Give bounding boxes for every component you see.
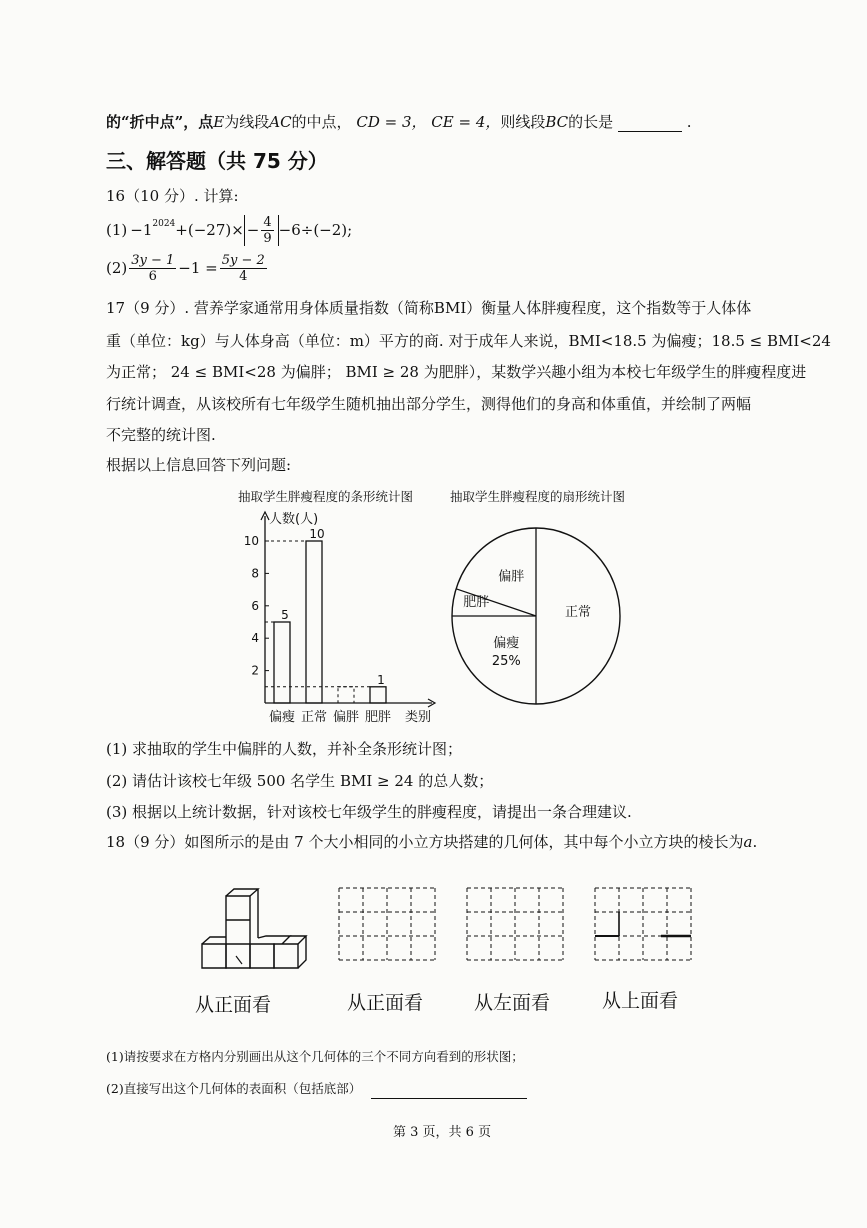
q17-line-1: 17（9 分）. 营养学家通常用身体质量指数（简称BMI）衡量人体胖瘦程度，这个指数等于人体体 — [106, 299, 752, 317]
q16-e1-fraction — [261, 215, 273, 246]
q15-segment-ac: AC — [269, 113, 292, 131]
bar-data-label: 5 — [281, 608, 289, 622]
bar-x-label: 类别 — [404, 710, 432, 725]
q16-e2-lden: 6 — [148, 268, 157, 284]
q16-e2-rnum: 5y − 2 — [221, 252, 265, 268]
q16-e1-exp: 2024 — [152, 219, 176, 229]
q16-expr-2 — [106, 250, 269, 286]
q16-e2-right-fraction — [220, 253, 267, 284]
caption-front-grid: 从正面看 — [347, 992, 424, 1014]
front-view-grid[interactable] — [336, 884, 440, 964]
q18-header — [106, 832, 757, 852]
q16-e1-label: (1) — [106, 221, 128, 239]
q15-text-1: 的“折中点”，点 — [106, 113, 214, 131]
bar-category-label: 偏胖 — [332, 710, 360, 725]
q15-text-5: 的长是 — [568, 113, 614, 131]
bar-chart — [232, 508, 442, 728]
q16-e1-b: +(−27)× — [175, 221, 244, 239]
pie-chart — [446, 522, 626, 716]
q15-answer-blank[interactable] — [618, 115, 682, 132]
pie-slice-percent: 25% — [491, 654, 521, 670]
q18-sub-1: (1)请按要求在方格内分别画出从这个几何体的三个不同方向看到的形状图； — [106, 1049, 524, 1064]
q17-line-3: 为正常； 24 ≤ BMI<28 为偏胖； BMI ≥ 28 为肥胖），某数学兴趣小组为本校七年级学生的胖瘦程度进 — [106, 363, 807, 381]
left-view-grid[interactable] — [464, 884, 568, 964]
q16-e1-a: −1 — [130, 221, 153, 239]
bar-y-tick-label: 8 — [251, 566, 259, 581]
q16-header: 16（10 分）. 计算: — [106, 187, 239, 205]
bar-y-tick-label: 2 — [251, 663, 259, 678]
caption-top-grid: 从上面看 — [602, 990, 679, 1012]
bar-missing-placeholder — [338, 687, 354, 703]
q18-end: . — [752, 833, 758, 851]
q15-text-4: 则线段 — [500, 113, 546, 131]
section-heading: 三、解答题（共 75 分） — [106, 149, 328, 173]
q18-sub-2 — [106, 1079, 527, 1099]
q16-e2-mid: −1 = — [178, 259, 218, 277]
q15-point-e: E — [213, 113, 225, 131]
bar-data-label: 10 — [309, 527, 325, 541]
caption-left-grid: 从左面看 — [474, 992, 551, 1014]
pie-slice-偏胖 — [498, 568, 524, 584]
bar-正常 — [306, 541, 322, 703]
q16-e2-lnum: 3y − 1 — [131, 252, 175, 268]
q16-e1-abs — [244, 215, 279, 246]
q18-sub-2-text: (2)直接写出这个几何体的表面积（包括底部） — [106, 1081, 362, 1096]
q17-line-4: 行统计调查，从该校所有七年级学生随机抽出部分学生，测得他们的身高和体重值，并绘制了两幅 — [106, 395, 752, 413]
bar-y-label: 人数(人) — [269, 512, 319, 527]
bar-category-label: 肥胖 — [364, 710, 392, 725]
bar-y-tick-label: 6 — [251, 598, 259, 613]
q15-text-3: 的中点， — [291, 113, 352, 131]
q16-e1-abs-minus: − — [246, 221, 260, 239]
pie-slice-label: 偏胖 — [498, 569, 525, 585]
pie-slice-label: 偏瘦 — [493, 636, 520, 652]
q15-segment-bc: BC — [545, 113, 569, 131]
q17-prompt: 根据以上信息回答下列问题: — [106, 456, 292, 474]
q18-a: a — [743, 833, 753, 851]
pie-slice-label: 正常 — [564, 605, 592, 620]
bar-偏瘦 — [274, 622, 290, 703]
q16-e2-label: (2) — [106, 259, 128, 277]
q16-expr-1 — [106, 214, 352, 246]
bar-category-label: 正常 — [300, 710, 328, 725]
q16-e1-c: −6÷(−2); — [278, 221, 353, 239]
q16-e2-left-fraction — [129, 253, 176, 284]
pie-slice-偏瘦 — [492, 635, 521, 669]
q17-sub-1: (1) 求抽取的学生中偏胖的人数，并补全条形统计图； — [106, 740, 463, 758]
pie-slice-肥胖 — [463, 594, 489, 610]
q16-e1-den: 9 — [263, 230, 272, 246]
q15-ce: CE = 4， — [431, 113, 501, 131]
q16-e2-rden: 4 — [239, 268, 248, 284]
bar-y-tick-label: 4 — [251, 631, 259, 646]
q18-answer-blank[interactable] — [371, 1084, 527, 1099]
pie-slice-正常 — [565, 604, 591, 620]
q17-sub-3: (3) 根据以上统计数据，针对该校七年级学生的胖瘦程度，请提出一条合理建议. — [106, 803, 632, 821]
bar-y-tick-label: 10 — [243, 534, 259, 548]
q18-header-text: 18（9 分）如图所示的是由 7 个大小相同的小立方块搭建的几何体，其中每个小立方块的棱长为 — [106, 833, 744, 851]
cube-stack-figure — [196, 886, 314, 978]
bar-data-label: 1 — [377, 672, 385, 687]
q15-tail-line — [106, 112, 692, 132]
bar-chart-title: 抽取学生胖瘦程度的条形统计图 — [238, 489, 414, 504]
q17-line-5: 不完整的统计图. — [106, 426, 216, 444]
q16-e1-num: 4 — [263, 214, 272, 230]
caption-figure: 从正面看 — [195, 994, 272, 1016]
top-view-grid[interactable] — [592, 884, 696, 964]
pie-chart-title: 抽取学生胖瘦程度的扇形统计图 — [450, 489, 626, 504]
q15-text-2: 为线段 — [224, 113, 270, 131]
bar-category-label: 偏瘦 — [268, 710, 296, 725]
pie-slice-label: 肥胖 — [463, 595, 490, 611]
q17-sub-2: (2) 请估计该校七年级 500 名学生 BMI ≥ 24 的总人数； — [106, 772, 494, 790]
q15-end: . — [686, 113, 692, 131]
q15-cd: CD = 3， — [356, 113, 427, 131]
page-footer: 第 3 页，共 6 页 — [393, 1125, 492, 1140]
q17-line-2: 重（单位：kg）与人体身高（单位：m）平方的商. 对于成年人来说，BMI<18.5 为偏瘦；18.5 ≤ BMI<24 — [106, 332, 831, 350]
bar-肥胖 — [370, 687, 386, 703]
